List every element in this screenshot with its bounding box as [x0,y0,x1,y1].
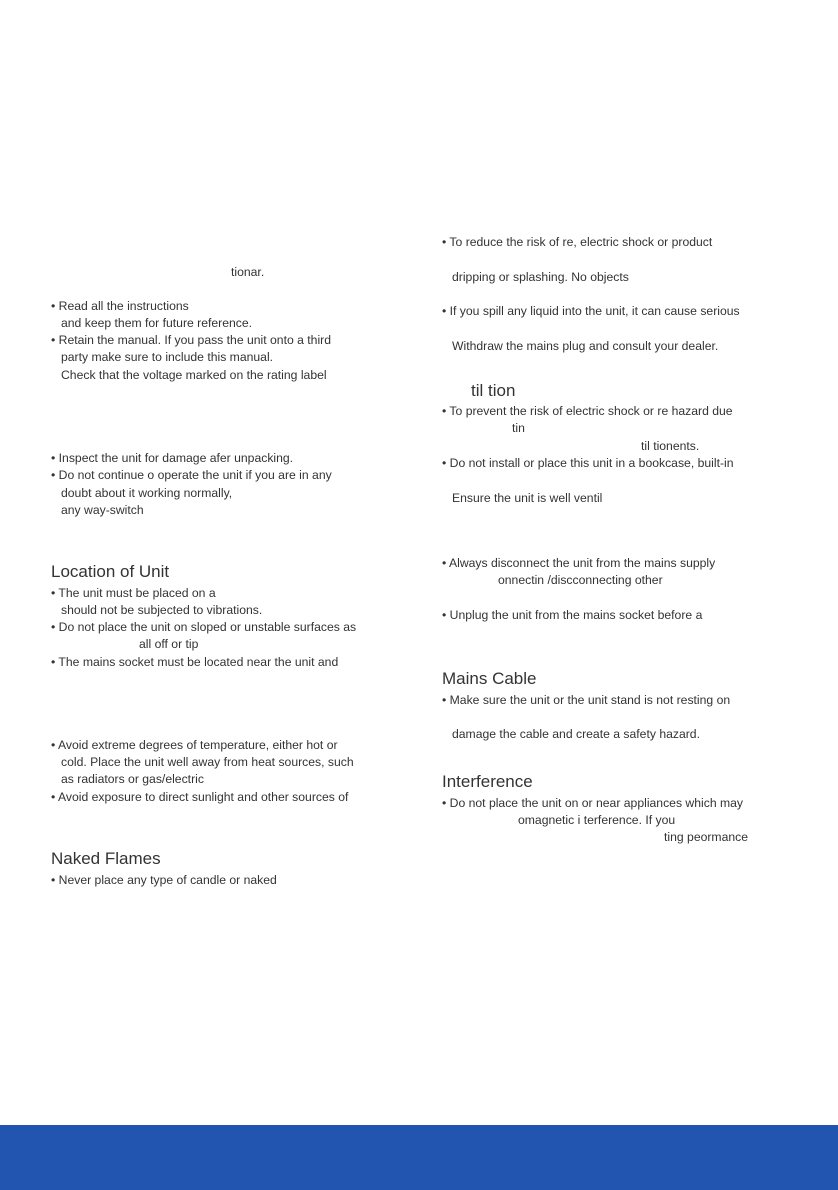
supply-line: • Unplug the unit from the mains socket before a [442,608,703,622]
safety-line: • If you spill any liquid into the unit, it can cause serious [442,304,740,318]
interference-line: ting peormance [664,830,749,844]
location-line: all off or tip [139,637,199,651]
location-line: as radiators or gas/electric [61,772,204,786]
interference-line: omagnetic i terference. If you [518,813,676,827]
footer-bar [0,1125,838,1190]
interference-line: • Do not place the unit on or near appliances which may [442,796,744,810]
instruction-line: • Read all the instructions [51,299,189,313]
safety-line: • To reduce the risk of re, electric shock or product [442,235,713,249]
supply-line: onnectin /discconnecting other [498,573,663,587]
location-line: • Do not place the unit on sloped or unstable surfaces as [51,620,357,634]
instruction-line: any way-switch [61,503,144,517]
cable-line: damage the cable and create a safety hazard. [452,727,700,741]
supply-line: • Always disconnect the unit from the mains supply [442,556,716,570]
instruction-line: doubt about it working normally, [61,486,233,500]
instruction-line: • Inspect the unit for damage afer unpacking. [51,451,294,465]
ventilation-line: Ensure the unit is well ventil [452,491,603,505]
instruction-line: and keep them for future reference. [61,316,253,330]
intro-fragment: tionar. [231,265,265,279]
ventilation-line: tin [512,421,525,435]
location-heading: Location of Unit [51,562,170,581]
ventilation-line: til tionents. [641,439,700,453]
location-line: • Avoid exposure to direct sunlight and other sources of [51,790,349,804]
mains-cable-heading: Mains Cable [442,669,537,688]
location-line: should not be subjected to vibrations. [61,603,263,617]
instruction-line: party make sure to include this manual. [61,350,274,364]
location-line: cold. Place the unit well away from heat sources, such [61,755,354,769]
safety-line: Withdraw the mains plug and consult your dealer. [452,339,719,353]
safety-line: dripping or splashing. No objects [452,270,629,284]
instruction-line: Check that the voltage marked on the rating label [61,368,327,382]
naked-flames-heading: Naked Flames [51,849,161,868]
cable-line: • Make sure the unit or the unit stand is not resting on [442,693,731,707]
instruction-line: • Retain the manual. If you pass the unit onto a third [51,333,332,347]
instruction-line: • Do not continue o operate the unit if you are in any [51,468,332,482]
ventilation-heading: til tion [471,381,516,400]
ventilation-line: • Do not install or place this unit in a bookcase, built-in [442,456,734,470]
location-line: • The mains socket must be located near the unit and [51,655,339,669]
location-line: • Avoid extreme degrees of temperature, either hot or [51,738,338,752]
ventilation-line: • To prevent the risk of electric shock or re hazard due [442,404,733,418]
interference-heading: Interference [442,772,533,791]
flames-line: • Never place any type of candle or naked [51,873,277,887]
location-line: • The unit must be placed on a [51,586,216,600]
